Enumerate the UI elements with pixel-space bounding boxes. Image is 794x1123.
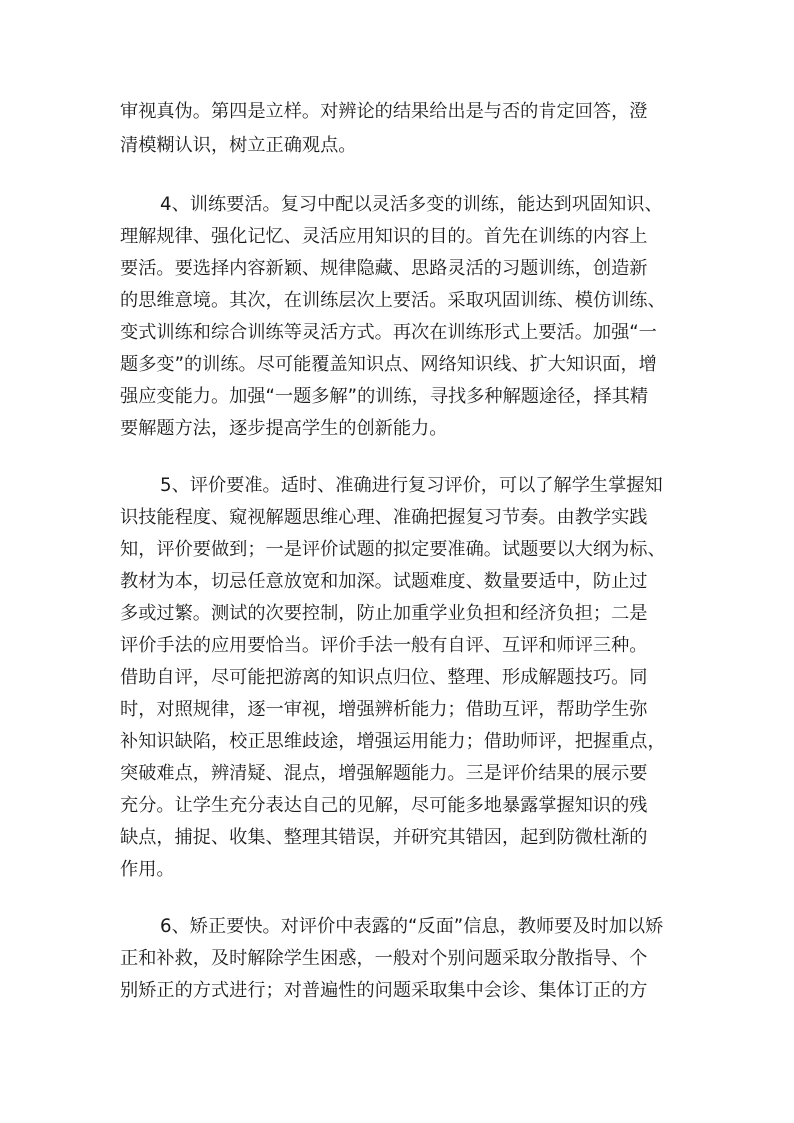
text-line: 作用。 [120,859,175,880]
text-line: 教材为本，切忌任意放宽和加深。试题难度、数量要适中，防止过 [120,571,648,592]
text-line: 理解规律、强化记忆、灵活应用知识的目的。首先在训练的内容上 [120,226,648,247]
text-line: 题多变”的训练。尽可能覆盖知识点、网络知识线、扩大知识面，增 [120,354,657,375]
text-line: 要解题方法，逐步提高学生的创新能力。 [120,418,448,439]
text-line: 5、评价要准。适时、准确进行复习评价，可以了解学生掌握知 [160,475,663,496]
text-line: 充分。让学生充分表达自己的见解，尽可能多地暴露掌握知识的残 [120,795,648,816]
text-line: 清模糊认识，树立正确观点。 [120,135,357,156]
text-line: 别矫正的方式进行；对普遍性的问题采取集中会诊、集体订正的方 [120,980,648,1001]
text-line: 正和补救，及时解除学生困惑，一般对个别问题采取分散指导、个 [120,948,648,969]
text-line: 变式训练和综合训练等灵活方式。再次在训练形式上要活。加强“一 [120,322,657,343]
text-line: 补知识缺陷，校正思维歧途，增强运用能力；借助师评，把握重点， [120,731,666,752]
text-line: 识技能程度、窥视解题思维心理、准确把握复习节奏。由教学实践 [120,507,648,528]
text-line: 突破难点，辨清疑、混点，增强解题能力。三是评价结果的展示要 [120,763,648,784]
text-line: 6、矫正要快。对评价中表露的“反面”信息，教师要及时加以矫 [160,916,664,937]
text-line: 借助自评，尽可能把游离的知识点归位、整理、形成解题技巧。同 [120,667,648,688]
text-line: 评价手法的应用要恰当。评价手法一般有自评、互评和师评三种。 [120,635,648,656]
text-line: 要活。要选择内容新颖、规律隐藏、思路灵活的习题训练，创造新 [120,258,648,279]
text-line: 审视真伪。第四是立样。对辨论的结果给出是与否的肯定回答，澄 [120,101,648,122]
text-line: 时，对照规律，逐一审视，增强辨析能力；借助互评，帮助学生弥 [120,699,648,720]
text-line: 多或过繁。测试的次要控制，防止加重学业负担和经济负担；二是 [120,603,648,624]
text-line: 知，评价要做到；一是评价试题的拟定要准确。试题要以大纲为标、 [120,539,666,560]
text-line: 强应变能力。加强“一题多解”的训练，寻找多种解题途径，择其精 [120,386,649,407]
text-line: 缺点，捕捉、收集、整理其错误，并研究其错因，起到防微杜渐的 [120,827,648,848]
text-line: 的思维意境。其次，在训练层次上要活。采取巩固训练、模仿训练、 [120,290,666,311]
text-line: 4、训练要活。复习中配以灵活多变的训练，能达到巩固知识、 [160,194,663,215]
